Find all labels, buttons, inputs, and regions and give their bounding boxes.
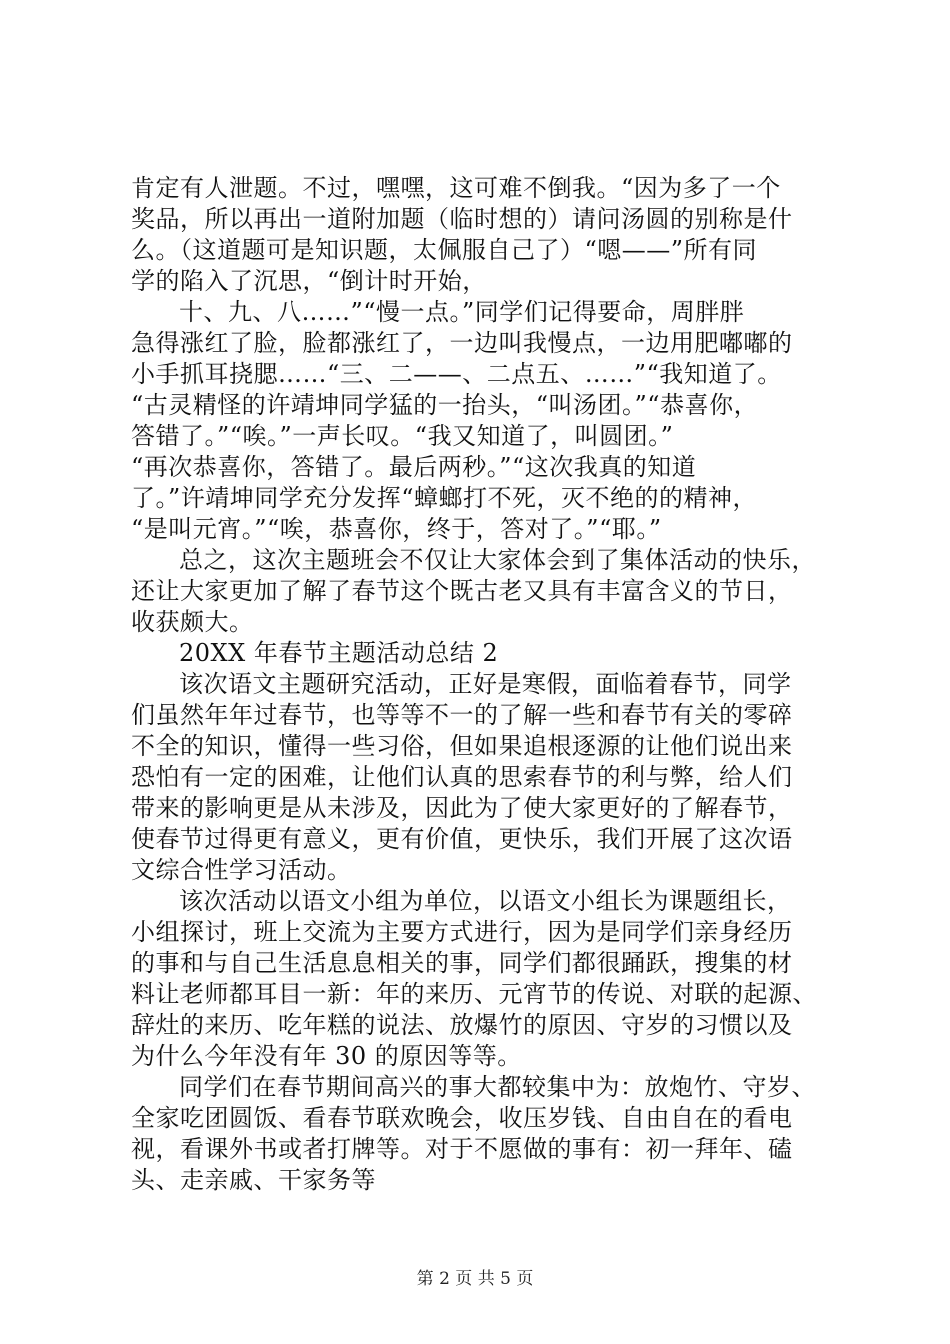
text-line: 不全的知识，懂得一些习俗，但如果追根逐源的让他们说出来 xyxy=(131,732,793,760)
text-line: “古灵精怪的许靖坤同学猛的一抬头，“叫汤团。”“恭喜你， xyxy=(131,391,759,419)
text-line: 肯定有人泄题。不过，嘿嘿，这可难不倒我。“因为多了一个 xyxy=(131,174,781,202)
text-line: 小组探讨，班上交流为主要方式进行，因为是同学们亲身经历 xyxy=(131,918,793,946)
text-line: 学的陷入了沉思，“倒计时开始， xyxy=(131,267,487,295)
text-line: 的事和与自己生活息息相关的事，同学们都很踊跃，搜集的材 xyxy=(131,949,793,977)
text-line: 们虽然年年过春节，也等等不一的了解一些和春节有关的零碎 xyxy=(131,701,793,729)
text-line: 还让大家更加了解了春节这个既古老又具有丰富含义的节日， xyxy=(131,577,793,605)
text-line: “再次恭喜你，答错了。最后两秒。”“这次我真的知道 xyxy=(131,453,697,481)
text-line: 十、九、八……”“慢一点。”同学们记得要命，周胖胖 xyxy=(179,298,745,326)
text-line: 急得涨红了脸，脸都涨红了，一边叫我慢点，一边用肥嘟嘟的 xyxy=(131,329,793,357)
text-line: 头、走亲戚、干家务等 xyxy=(131,1166,376,1194)
section-heading: 20XX 年春节主题活动总结 2 xyxy=(179,639,499,667)
text-line: 料让老师都耳目一新：年的来历、元宵节的传说、对联的起源、 xyxy=(131,980,817,1008)
text-line: 答错了。”“唉。”一声长叹。“我又知道了，叫圆团。” xyxy=(131,422,674,450)
text-line: 全家吃团圆饭、看春节联欢晚会，收压岁钱、自由自在的看电 xyxy=(131,1104,793,1132)
text-line: 辞灶的来历、吃年糕的说法、放爆竹的原因、守岁的习惯以及 xyxy=(131,1011,793,1039)
text-line: 奖品，所以再出一道附加题（临时想的）请问汤圆的别称是什 xyxy=(131,205,793,233)
text-line: 小手抓耳挠腮……“三、二——、二点五、……”“我知道了。 xyxy=(131,360,782,388)
text-line: 文综合性学习活动。 xyxy=(131,856,352,884)
page-footer: 第 2 页 共 5 页 xyxy=(416,1269,534,1289)
text-line: 带来的影响更是从未涉及，因此为了使大家更好的了解春节， xyxy=(131,794,793,822)
text-line: 同学们在春节期间高兴的事大都较集中为：放炮竹、守岁、 xyxy=(179,1073,816,1101)
text-line: “是叫元宵。”“唉，恭喜你，终于，答对了。”“耶。” xyxy=(131,515,662,543)
text-line: 使春节过得更有意义，更有价值，更快乐，我们开展了这次语 xyxy=(131,825,793,853)
text-line: 了。”许靖坤同学充分发挥“蟑螂打不死，灭不绝的的精神， xyxy=(131,484,758,512)
text-line: 么。（这道题可是知识题，太佩服自己了）“嗯——”所有同 xyxy=(131,236,758,264)
text-line: 恐怕有一定的困难，让他们认真的思索春节的利与弊，给人们 xyxy=(131,763,793,791)
text-line: 视，看课外书或者打牌等。对于不愿做的事有：初一拜年、磕 xyxy=(131,1135,793,1163)
text-line: 收获颇大。 xyxy=(131,608,254,636)
text-line: 为什么今年没有年 30 的原因等等。 xyxy=(131,1042,522,1070)
text-line: 该次活动以语文小组为单位，以语文小组长为课题组长， xyxy=(179,887,792,915)
text-line: 总之，这次主题班会不仅让大家体会到了集体活动的快乐， xyxy=(179,546,816,574)
text-line: 该次语文主题研究活动，正好是寒假，面临着春节，同学 xyxy=(179,670,792,698)
